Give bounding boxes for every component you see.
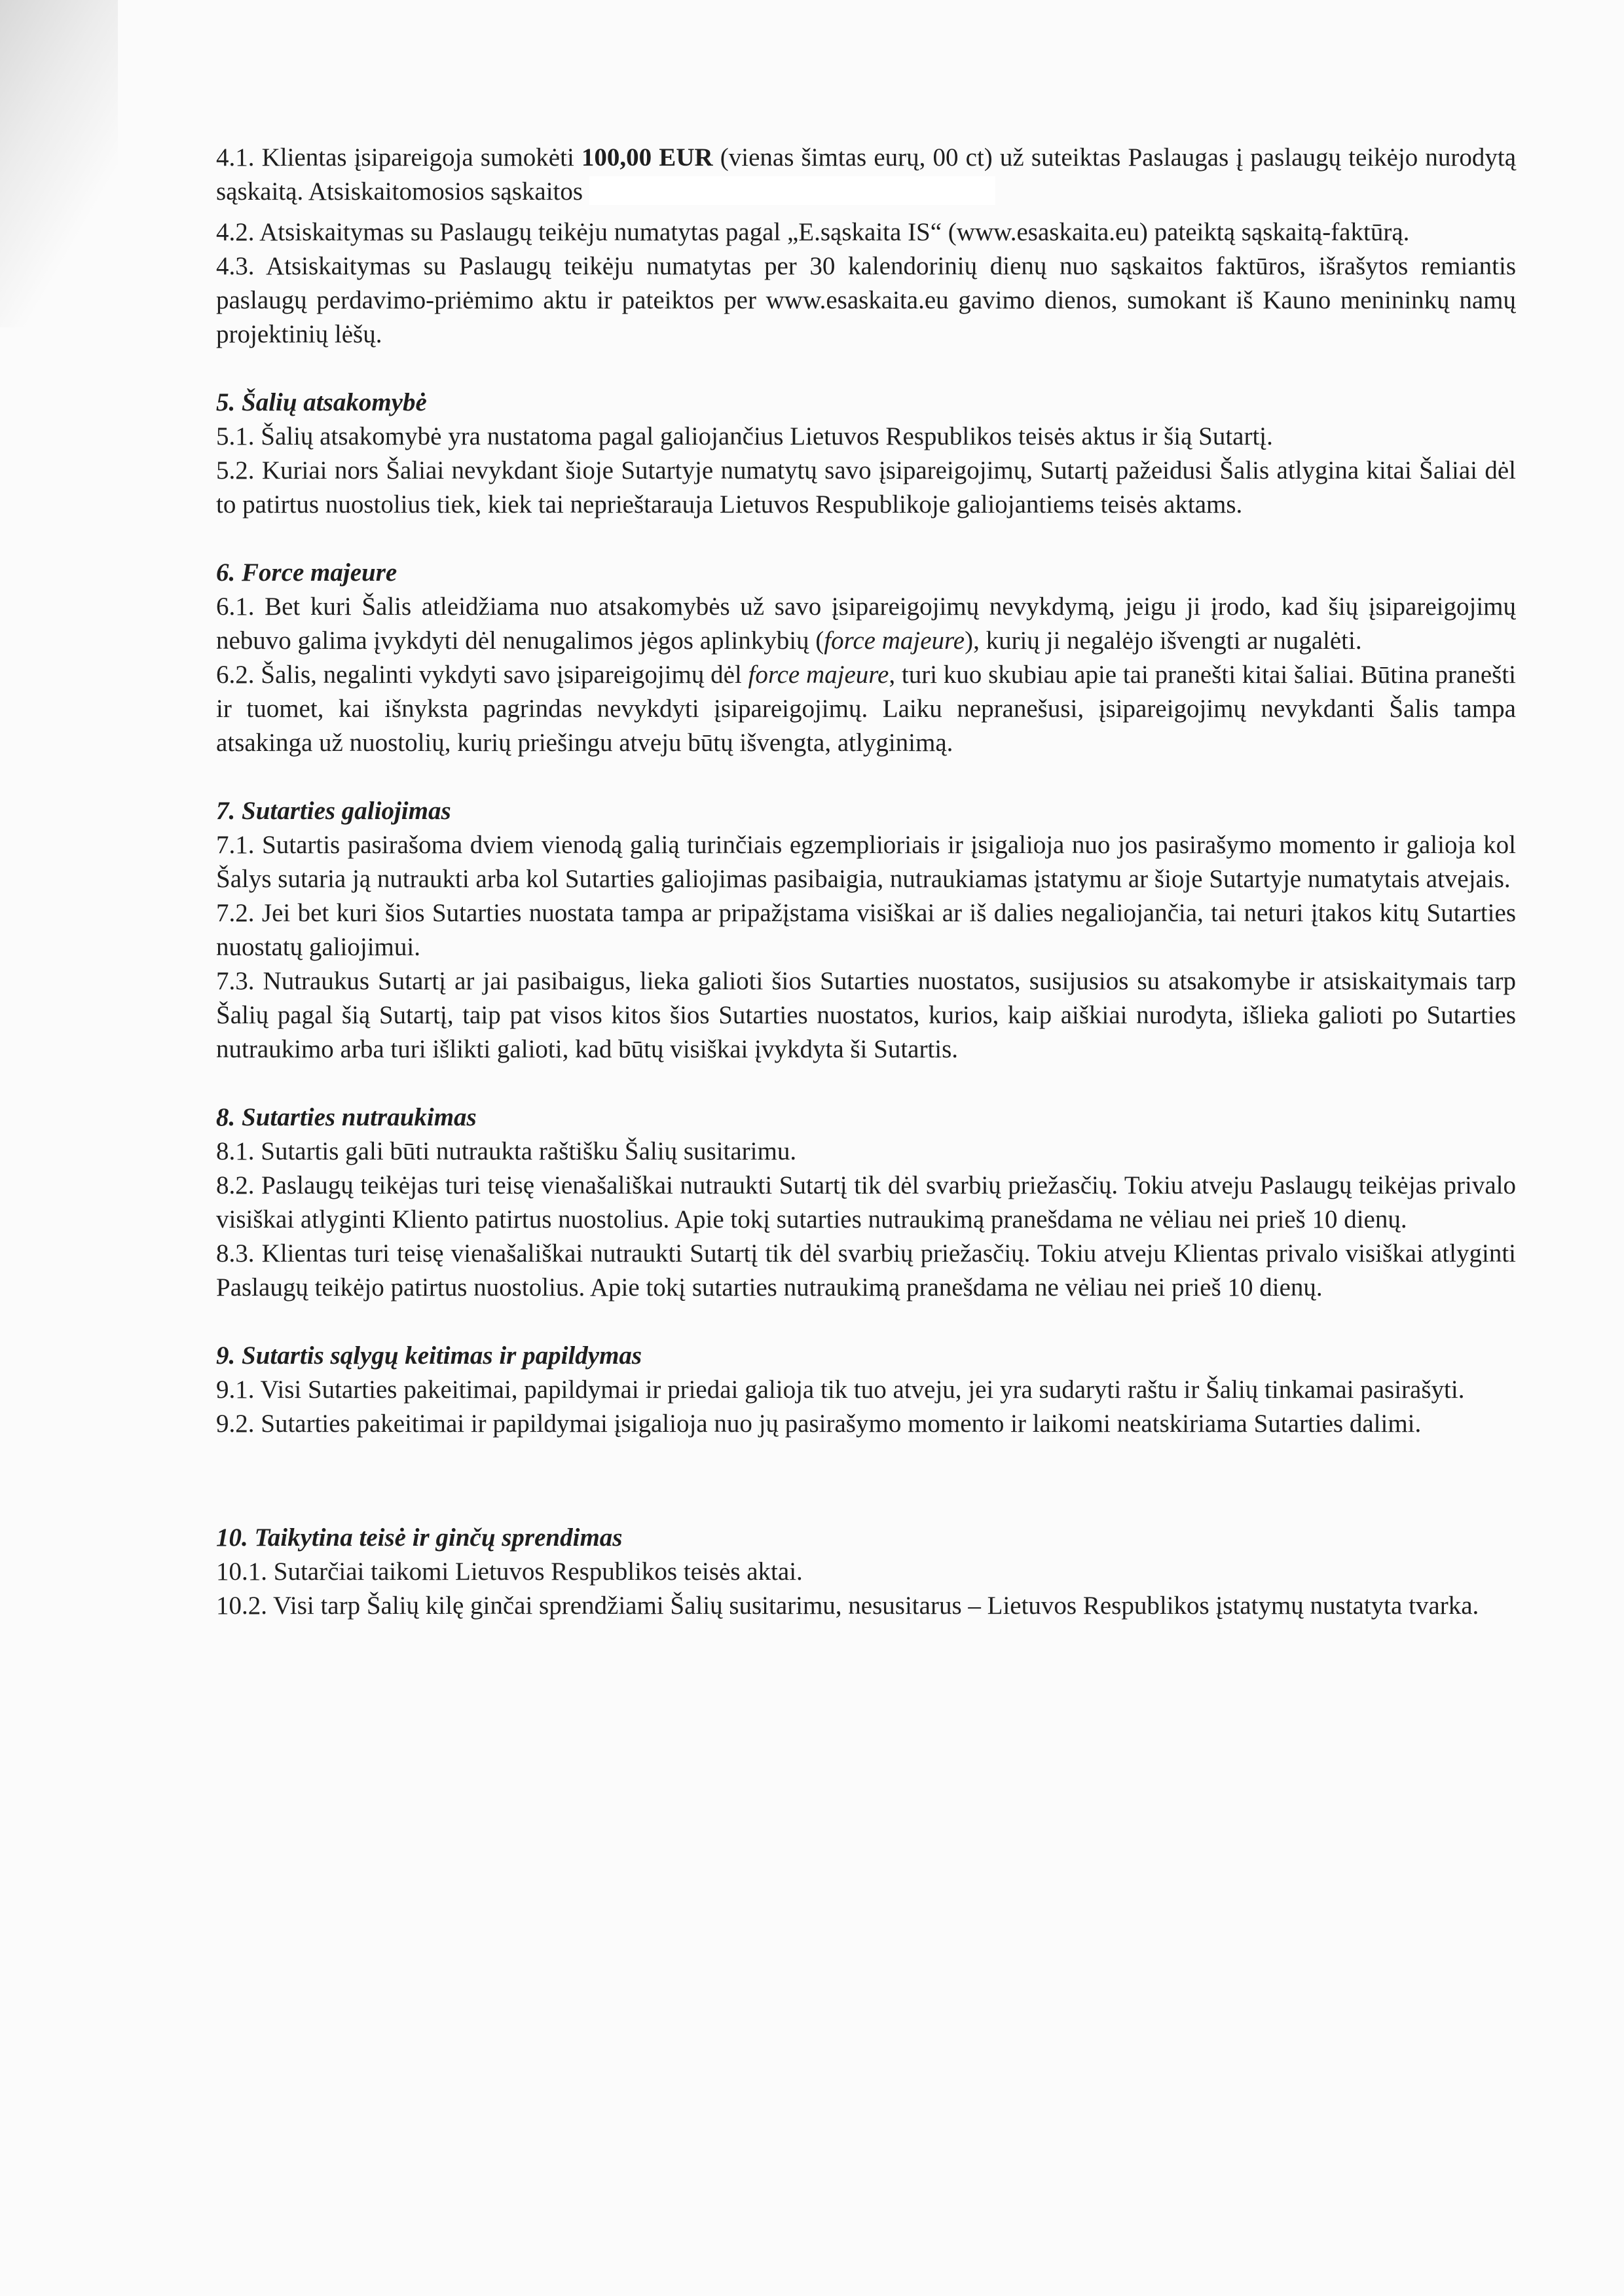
clause-5-2: 5.2. Kuriai nors Šaliai nevykdant šioje Sutartyje numatytų savo įsipareigojimų, Sutartį pažeidusi Šalis atlygina kitai Šaliai dėl to patirtus nuostolius tiek, kiek tai neprieštarauja Lietuvos Respublikoje galiojantiems teisės aktams.	[216, 456, 1516, 519]
clause-8-2: 8.2. Paslaugų teikėjas turi teisę vienašališkai nutraukti Sutartį tik dėl svarbių priežasčių. Tokiu atveju Paslaugų teikėjas privalo visiškai atlyginti Kliento patirtus nuostolius. Apie tokį sutarties nutraukimą pranešdama ne vėliau nei prieš 10 dienų.	[216, 1171, 1516, 1233]
clause-9-1: 9.1. Visi Sutarties pakeitimai, papildymai ir priedai galioja tik tuo atveju, jei yra sudaryti raštu ir Šalių tinkamai pasirašyti.	[216, 1376, 1465, 1404]
clause-10-2: 10.2. Visi tarp Šalių kilę ginčai sprendžiami Šalių susitarimu, nesusitarus – Lietuvos Respublikos įstatymų nustatyta tvarka.	[216, 1592, 1479, 1620]
spacer	[216, 1441, 1516, 1475]
clause-4-3: 4.3. Atsiskaitymas su Paslaugų teikėju numatytas per 30 kalendorinių dienų nuo sąskaitos faktūros, išrašytos remiantis paslaugų perdavimo-priėmimo aktu ir pateiktos per www.esaskaita.eu gavimo dienos, sumokant iš Kauno menininkų namų projektinių lėšų.	[216, 252, 1516, 348]
section-5-title: 5. Šalių atsakomybė	[216, 388, 427, 416]
spacer	[216, 1066, 1516, 1101]
clause-9-2: 9.2. Sutarties pakeitimai ir papildymai įsigalioja nuo jų pasirašymo momento ir laikomi neatskiriama Sutarties dalimi.	[216, 1410, 1422, 1438]
clause-6-2: 6.2. Šalis, negalinti vykdyti savo įsipareigojimų dėl force majeure, turi kuo skubiau apie tai pranešti kitai šaliai. Būtina pranešti ir tuomet, kai išnyksta pagrindas nevykdyti įsipareigojimų. Laiku nepranešusi, įsipareigojimų nevykdanti Šalis tampa atsakinga už nuostolių, kurių priešingu atveju būtų išvengta, atlyginimą.	[216, 661, 1516, 757]
clause-7-3: 7.3. Nutraukus Sutartį ar jai pasibaigus, lieka galioti šios Sutarties nuostatos, susijusios su atsakomybe ir atsiskaitymais tarp Šalių pagal šią Sutartį, taip pat visos kitos šios Sutarties nuostatos, kurios, kaip aiškiai nurodyta, išlieka galioti po Sutarties nutraukimo arba turi išlikti galioti, kad būtų visiškai įvykdyta ši Sutartis.	[216, 967, 1516, 1063]
spacer	[216, 522, 1516, 556]
payment-amount: 100,00 EUR	[581, 143, 713, 172]
contract-text	[216, 141, 1516, 1623]
redacted-account-number	[589, 176, 995, 205]
clause-4-2: 4.2. Atsiskaitymas su Paslaugų teikėju numatytas pagal „E.sąskaita IS“ (www.esaskaita.eu) pateiktą sąskaitą-faktūrą.	[216, 218, 1410, 246]
spacer	[216, 760, 1516, 794]
clause-6-1: 6.1. Bet kuri Šalis atleidžiama nuo atsakomybės už savo įsipareigojimų nevykdymą, jeigu ji įrodo, kad šių įsipareigojimų nebuvo galima įvykdyti dėl nenugalimos jėgos aplinkybių (force majeure), kurių ji negalėjo išvengti ar nugalėti.	[216, 592, 1516, 655]
clause-7-1: 7.1. Sutartis pasirašoma dviem vienodą galią turinčiais egzemplioriais ir įsigalioja nuo jos pasirašymo momento ir galioja kol Šalys sutaria ją nutraukti arba kol Sutarties galiojimas pasibaigia, nutraukiamas įstatymu ar šioje Sutartyje numatytais atvejais.	[216, 831, 1516, 893]
section-10-title: 10. Taikytina teisė ir ginčų sprendimas	[216, 1523, 623, 1552]
spacer	[216, 352, 1516, 386]
clause-5-1: 5.1. Šalių atsakomybė yra nustatoma pagal galiojančius Lietuvos Respublikos teisės aktus ir šią Sutartį.	[216, 422, 1273, 450]
section-6-title: 6. Force majeure	[216, 558, 397, 587]
section-9-title: 9. Sutartis sąlygų keitimas ir papildymas	[216, 1341, 642, 1370]
spacer	[216, 1475, 1516, 1521]
clause-8-3: 8.3. Klientas turi teisę vienašališkai nutraukti Sutartį tik dėl svarbių priežasčių. Tokiu atveju Klientas privalo visiškai atlyginti Paslaugų teikėjo patirtus nuostolius. Apie tokį sutarties nutraukimą pranešdama ne vėliau nei prieš 10 dienų.	[216, 1239, 1516, 1302]
section-8-title: 8. Sutarties nutraukimas	[216, 1103, 477, 1131]
clause-7-2: 7.2. Jei bet kuri šios Sutarties nuostata tampa ar pripažįstama visiškai ar iš dalies negaliojančia, tai neturi įtakos kitų Sutarties nuostatų galiojimui.	[216, 899, 1516, 961]
scan-shadow	[0, 0, 118, 327]
clause-4-1: 4.1. Klientas įsipareigoja sumokėti 100,00 EUR (vienas šimtas eurų, 00 ct) už suteiktas Paslaugas į paslaugų teikėjo nurodytą sąskaitą. Atsiskaitomosios sąskaitos	[216, 143, 1517, 206]
section-7-title: 7. Sutarties galiojimas	[216, 797, 451, 825]
clause-10-1: 10.1. Sutarčiai taikomi Lietuvos Respublikos teisės aktai.	[216, 1558, 803, 1586]
clause-8-1: 8.1. Sutartis gali būti nutraukta raštišku Šalių susitarimu.	[216, 1137, 797, 1165]
spacer	[216, 1305, 1516, 1339]
